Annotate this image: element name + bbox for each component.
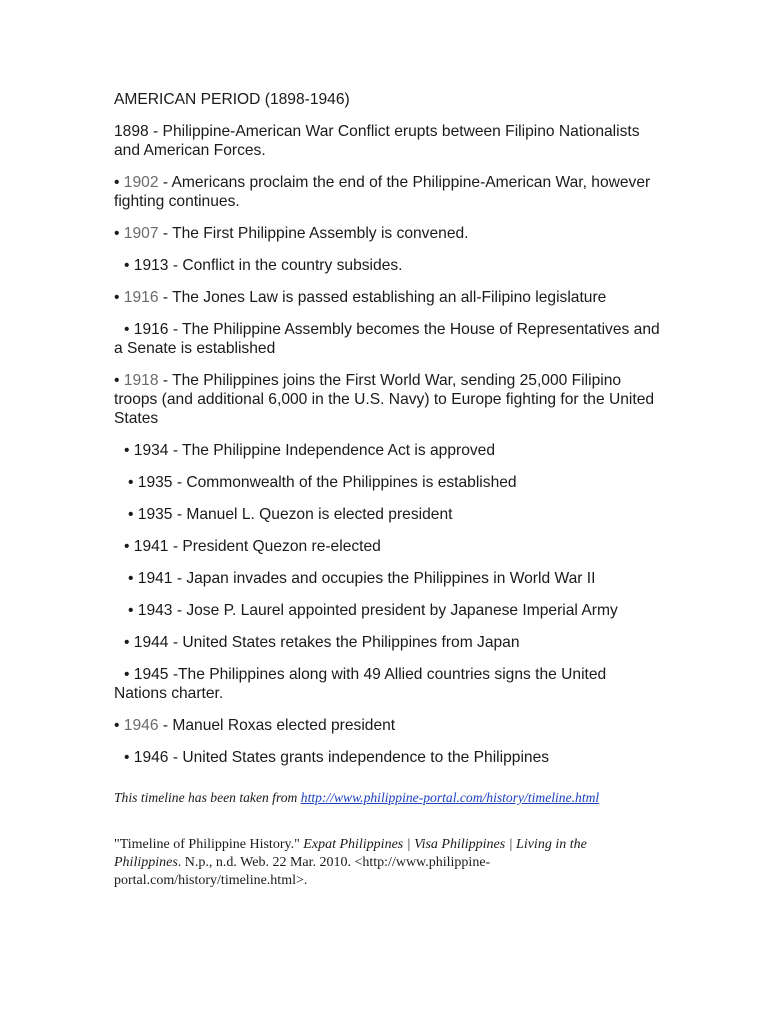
timeline-document (114, 90, 662, 780)
timeline-entry (114, 371, 662, 428)
timeline-entry: • 1913 - Conflict in the country subsides. (124, 257, 403, 274)
timeline-entry (114, 320, 662, 358)
entry-text: • 1945 -The Philippines along with 49 Allied countries signs the United Nations charter. (114, 666, 607, 702)
bullet: • (114, 289, 124, 306)
entry-text: - Manuel Roxas elected president (158, 717, 396, 734)
bullet: • (114, 225, 124, 242)
bullet: • (114, 717, 124, 734)
bullet: • (114, 372, 124, 389)
timeline-entry: • 1946 - United States grants independence to the Philippines (124, 749, 550, 766)
entry-year: 1946 (123, 717, 159, 734)
entry-text: • 1916 - The Philippine Assembly becomes the House of Representatives and a Senate is established (114, 321, 660, 357)
entry-text: - Americans proclaim the end of the Philippine-American War, however fighting continues. (114, 174, 651, 210)
timeline-entry (114, 224, 662, 243)
citation (114, 836, 654, 890)
citation-rest: . N.p., n.d. Web. 22 Mar. 2010. <http://www.philippine-portal.com/history/timeline.html>. (114, 855, 491, 888)
intro-entry: 1898 - Philippine-American War Conflict erupts between Filipino Nationalists and American Forces. (114, 123, 640, 159)
entry-year: 1918 (123, 372, 159, 389)
timeline-entry: • 1944 - United States retakes the Philippines from Japan (124, 634, 520, 651)
source-prefix: This timeline has been taken from (114, 790, 301, 805)
timeline-entry: • 1943 - Jose P. Laurel appointed president by Japanese Imperial Army (128, 602, 618, 619)
citation-title: "Timeline of Philippine History." (114, 837, 304, 852)
timeline-entry (114, 665, 662, 703)
timeline-entry: • 1941 - Japan invades and occupies the Philippines in World War II (128, 570, 596, 587)
timeline-entry: • 1941 - President Quezon re-elected (124, 538, 381, 555)
timeline-entry (114, 173, 662, 211)
timeline-entry: • 1935 - Commonwealth of the Philippines is established (128, 474, 517, 491)
citation-site: Expat Philippines | Visa Philippines | Living in the Philippines (114, 837, 587, 870)
timeline-entry: • 1934 - The Philippine Independence Act is approved (124, 442, 496, 459)
timeline-entry (114, 288, 662, 307)
timeline-entry: • 1935 - Manuel L. Quezon is elected president (128, 506, 453, 523)
entry-text: - The Jones Law is passed establishing an all-Filipino legislature (158, 289, 607, 306)
entry-year: 1907 (123, 225, 159, 242)
timeline-entry (114, 716, 662, 735)
entry-year: 1902 (123, 174, 159, 191)
entry-text: - The First Philippine Assembly is convened. (158, 225, 469, 242)
page-title: AMERICAN PERIOD (1898-1946) (114, 91, 350, 108)
source-note (114, 789, 662, 807)
bullet: • (114, 174, 124, 191)
entry-text: - The Philippines joins the First World War, sending 25,000 Filipino troops (and additional 6,000 in the U.S. Navy) to Europe fighting for the United States (114, 372, 655, 427)
source-link[interactable]: http://www.philippine-portal.com/history/timeline.html (300, 790, 600, 805)
entry-year: 1916 (123, 289, 159, 306)
